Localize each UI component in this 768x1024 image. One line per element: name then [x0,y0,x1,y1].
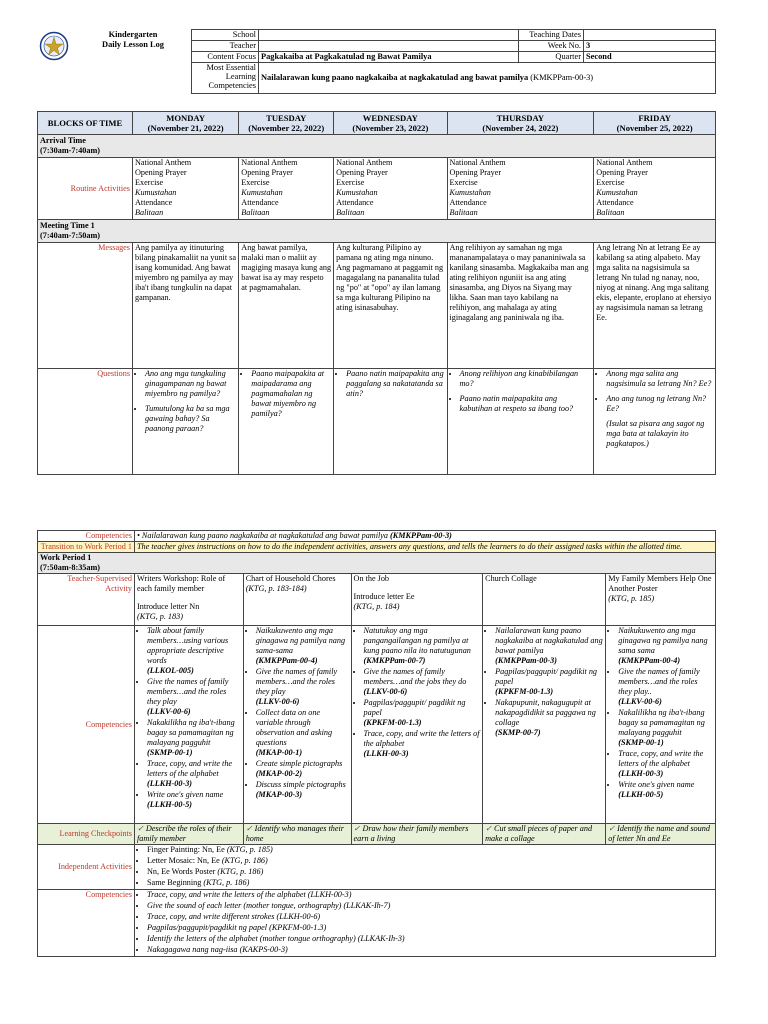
tsa-tuesday [243,574,351,626]
competency-code: (KPKFM-00-1.3) [495,687,554,696]
activity-name: Same Beginning [147,878,204,887]
competency-item: • Identify the letters of the alphabet (mother tongue orthography) (LLKAK-Ih-3) [147,934,713,944]
competency-text: Give the names of family members…and the jobs they do [363,667,467,686]
messages-label: Messages [38,243,133,369]
content-focus-label: Content Focus [192,52,259,63]
competency-item: • Pagpilas/paggupit/pagdikit ng papel (KPKFM-00-1.3) [147,923,713,933]
competency-list [137,626,241,810]
tsa-ref: (KTG, p. 183-184) [245,584,307,593]
competency-item [147,626,241,676]
learning-checkpoints-label: Learning Checkpoints [38,824,135,845]
routine-monday [133,158,239,220]
question-item: • Tumutulong ka ba sa mga gawaing bahay? Sa paanong paraan? [145,404,236,434]
competency-code: (KMKPPam-00-4) [255,656,318,665]
work-period-table [37,530,716,957]
routine-item: Kumustahan [596,188,638,197]
competency-text: Nailalarawan kung paano nagkakaiba at nagkakatulad ang bawat pamilya [495,626,603,655]
competency-item [364,667,481,697]
competencies-2-label: Competencies [38,890,135,957]
competency-text: Natutukoy ang mga pangangailangan ng pamilya at kung paano nila ito natutugunan [363,626,471,655]
week-no-label: Week No. [519,41,584,52]
competency-item [256,759,349,779]
message-thursday: Ang relihiyon ay samahan ng mga mananampalataya o may pananiniwala sa kanilang sinasamba. Magkakaiba man ang ating relihiyon nguniit isa ang ating sinasamba, ang Diyos na Siyang may likha. Saan man tayo kabilang na relihiyon, ang mahalaga ay ating iginagalang ang paniniwala ng iba. [447,243,594,369]
tsa-subtitle: Introduce letter Nn [137,602,200,611]
competency-code: (KMKPPam-00-3) [495,656,557,665]
routine-friday [594,158,716,220]
routine-item: Attendance [336,198,374,207]
competency-code: (LLKH-00-5) [147,800,193,809]
competency-item [256,667,349,707]
routine-item: Opening Prayer [336,168,388,177]
message-wednesday: Ang kulturang Pilipino ay pamana ng ating mga ninuno. Ang pagmamano at paggamit ng magagalang na pananalita tulad ng "po" at "opo" ay ilan lamang sa mga kulturang Pilipino na ating isinasabuhay. [334,243,447,369]
blocks-of-time-table [37,111,716,475]
independent-activity-item [147,856,713,866]
routine-item: Kumustahan [241,188,283,197]
competency-item [618,667,713,707]
competencies-monday [135,626,244,824]
competency-text: Naikukuwento ang mga ginagawa ng pamilya nang sama sama [618,626,708,655]
routine-item: Exercise [336,178,365,187]
independent-activity-item [147,867,713,877]
competency-item [364,626,481,666]
question-item: • Anong mga salita ang nagsisimula sa letrang Nn? Ee? [606,369,713,389]
routine-item: Opening Prayer [596,168,648,177]
content-focus-value: Pagkakaiba at Pagkakatulad ng Bawat Pamilya [259,52,519,63]
competency-code: (SKMP-00-7) [495,728,541,737]
competencies-tuesday [243,626,351,824]
activity-name: Nn, Ee Words Poster [147,867,218,876]
competency-text: Collect data on one variable through observation and asking questions [255,708,333,747]
tsa-monday [135,574,244,626]
doc-title-line1: Kindergarten [108,29,158,39]
day-header-tuesday: TUESDAY (November 22, 2022) [239,112,334,135]
competency-text: Trace, copy, and write the letters of the alphabet [363,729,480,748]
activity-name: Letter Mosaic: Nn, Ee [147,856,222,865]
competency-code: (LLKH-00-3) [147,779,193,788]
competency-code: (LLKH-00-5) [618,790,664,799]
activity-ref: (KTG, p. 186) [221,856,268,865]
message-monday: Ang pamilya ay itinuturing bilang pinakamaliit na yunit sa isang komunidad. Ang bawat miyembro ng pamilya ay may iba't ibang tungkulin na dapat gampanan. [133,243,239,369]
competency-text: Give the names of family members…and the roles they play [147,677,229,706]
questions-list [596,369,713,414]
independent-activity-item [147,845,713,855]
tsa-ref: (KTG, p. 183) [137,612,183,621]
competency-code: (SKMP-00-1) [147,748,193,757]
checkmark-icon: ✓ [485,824,492,833]
routine-item: Attendance [449,198,487,207]
competencies-label: Competencies [38,626,135,824]
competency-code: (KPKFM-00-1.3) [363,718,422,727]
competency-code: (LLKV-00-6) [618,697,662,706]
teacher-supervised-label: Teacher-Supervised Activity [38,574,135,626]
routine-item: National Anthem [336,158,393,167]
day-header-thursday: THURSDAY (November 24, 2022) [447,112,594,135]
routine-item: Attendance [596,198,634,207]
routine-wednesday [334,158,447,220]
quarter-value: Second [584,52,716,63]
logo-cell [37,30,75,94]
day-header-friday: FRIDAY (November 25, 2022) [594,112,716,135]
independent-activities-label: Independent Activities [38,845,135,890]
routine-item: Balitaan [241,208,270,217]
competency-item [618,780,713,800]
school-value [259,30,519,41]
questions-friday [594,369,716,475]
title-cell [75,30,192,94]
meeting-time-row: Meeting Time 1 (7:40am-7:50am) [38,220,716,243]
doc-title-line2: Daily Lesson Log [102,39,164,49]
teaching-dates-value [584,30,716,41]
competency-item [618,708,713,748]
competency-code: (LLKV-00-6) [363,687,408,696]
routine-item: Kumustahan [336,188,378,197]
competency-item [618,749,713,779]
checkpoint-friday: ✓ Identify the name and sound of letter Nn and Ee [606,824,716,845]
tsa-title: My Family Members Help One Another Poster [608,574,712,593]
routine-item: Opening Prayer [241,168,293,177]
routine-item: National Anthem [596,158,653,167]
melc-code: (KMKPPam-00-3) [530,73,594,82]
routine-item: Balitaan [336,208,365,217]
tsa-title: On the Job [353,574,390,583]
checkmark-icon: ✓ [353,824,361,833]
routine-item: Kumustahan [449,188,491,197]
competency-item [147,790,241,810]
checkpoint-monday: ✓ Describe the roles of their family member [135,824,244,845]
competency-list [354,626,481,759]
competency-item [364,729,481,759]
competency-text: Trace, copy, and write the letters of the alphabet [147,759,233,778]
question-item: • Ano ang tunog ng letrang Nn? Ee? [606,394,713,414]
transition-label: Transition to Work Period 1 [38,542,135,553]
question-item: • Paano natin maipapakita ang paggalang sa nakatatanda sa atin? [346,369,444,399]
competency-code: (MKAP-00-2) [255,769,303,778]
routine-thursday [447,158,594,220]
checkpoint-thursday: ✓ Cut small pieces of paper and make a collage [483,824,606,845]
competency-item [495,626,603,666]
tsa-title: Chart of Household Chores [245,574,336,583]
competency-item [147,718,241,758]
competency-code: (LLKH-00-3) [363,749,409,758]
competency-code: (LLKH-00-3) [618,769,664,778]
competency-text: Create simple pictographs [255,759,343,768]
competency-code: (LLKV-00-6) [147,707,191,716]
competency-text: Naikukuwento ang mga ginagawa ng pamilya nang sama-sama [255,626,346,655]
independent-activities-list [135,845,716,890]
competency-text: Write one's given name [618,780,695,789]
competencies-wednesday [351,626,483,824]
teaching-dates-label: Teaching Dates [519,30,584,41]
quarter-label: Quarter [519,52,584,63]
tsa-wednesday [351,574,483,626]
message-friday: Ang letrang Nn at letrang Ee ay kabilang sa ating alpabeto. May mga salita na nagsisimula sa letrang Nn tulad ng nanay, noo, niyog at ninang. Ang mga salitang ekis, elepante, eroplano at ehersiyo ay nagsisimula naman sa letrang Ee. [594,243,716,369]
routine-item: Attendance [135,198,173,207]
competency-text: Nakakilikha ng iba't-ibang bagay sa pamamagitan ng malayang pagguhit [147,718,235,747]
routine-item: Opening Prayer [449,168,502,177]
tsa-ref: (KTG, p. 184) [353,602,400,611]
day-header-monday: MONDAY (November 21, 2022) [133,112,239,135]
activity-ref: (KTG, p. 185) [226,845,273,854]
checkmark-icon: ✓ [245,824,253,833]
competency-text: Discuss simple pictographs [255,780,346,789]
spacer [137,594,241,602]
question-item: • Paano natin maipapakita ang kabutihan at respeto sa ibang too? [460,394,592,414]
blocks-of-time-header: BLOCKS OF TIME [38,112,133,135]
week-no-value: 3 [584,41,716,52]
question-item: • Paano maipapakita at maipadarama ang pagmamahalan ng bawat miyembro ng pamilya? [251,369,331,419]
competency-item [256,626,349,666]
routine-item: Exercise [596,178,625,187]
question-item: • Anong relihiyon ang kinabibilangan mo? [460,369,592,389]
competency-item [256,708,349,758]
routine-item: Exercise [449,178,478,187]
competency-code: (MKAP-00-3) [255,790,303,799]
routine-item: National Anthem [241,158,298,167]
message-tuesday: Ang bawat pamilya, malaki man o maliit ay magiging masaya kung ang bawat isa ay may respeto at pagmamahalan. [239,243,334,369]
checkmark-icon: ✓ [137,824,144,833]
questions-list [336,369,444,399]
routine-item: Opening Prayer [135,168,187,177]
work-period-1-row: Work Period 1 (7:50am-8:35am) [38,553,716,574]
competency-item [364,698,481,728]
routine-item: Kumustahan [135,188,177,197]
tsa-ref: (KTG, p. 185) [608,594,655,603]
competencies-friday [606,626,716,824]
questions-list [135,369,236,434]
competency-item [495,698,603,738]
competency-item: • Trace, copy, and write different strokes (LLKH-00-6) [147,912,713,922]
questions-label: Questions [38,369,133,475]
routine-item: Exercise [241,178,270,187]
competency-code: (MKAP-00-1) [255,748,303,757]
school-label: School [192,30,259,41]
wp-competencies-label: Competencies [38,531,135,542]
tsa-subtitle: Introduce letter Ee [353,592,415,601]
header-table [37,29,716,94]
teacher-value [259,41,519,52]
tsa-thursday [483,574,606,626]
competency-text: Give the names of family members…and the roles they play [255,667,338,696]
wp-competencies-value: • Nailalarawan kung paano nagkakaiba at nagkakatulad ang bawat pamilya (KMKPPam-00-3) [135,531,716,542]
questions-monday [133,369,239,475]
routine-activities-label: Routine Activities [38,158,133,220]
competency-text: Pagpilas/paggupit/ pagdikit ng papel [495,667,598,686]
melc-text: Nailalarawan kung paano nagkakaiba at nagkakatulad ang bawat pamilya [261,73,529,82]
competency-code: (KMKPPam-00-7) [363,656,426,665]
competency-list [246,626,349,800]
tsa-friday [606,574,716,626]
day-header-wednesday: WEDNESDAY (November 23, 2022) [334,112,447,135]
melc-value [259,63,716,94]
competency-code: (SKMP-00-1) [618,738,664,747]
questions-tuesday [239,369,334,475]
teacher-label: Teacher [192,41,259,52]
competency-item [147,759,241,789]
routine-item: National Anthem [449,158,506,167]
competency-item [147,677,241,717]
melc-label: Most Essential Learning Competencies [192,63,259,94]
competency-code: (LLKV-00-6) [255,697,300,706]
routine-item: Balitaan [135,208,164,217]
competency-text: Pagpilas/paggupit/ pagdikit ng papel [363,698,466,717]
competency-code: (LLKOL-005) [147,666,194,675]
competency-item: • Trace, copy, and write the letters of the alphabet (LLKH-00-3) [147,890,713,900]
questions-note: (Isulat sa pisara ang sagot ng mga bata at talakayin ito pagkatapos.) [606,419,705,448]
questions-wednesday [334,369,447,475]
routine-item: National Anthem [135,158,192,167]
tsa-title: Church Collage [485,574,537,583]
routine-tuesday [239,158,334,220]
transition-text: The teacher gives instructions on how to do the independent activities, answers any questions, and tells the learners to do their assigned tasks within the allotted time. [135,542,716,553]
activity-ref: (KTG, p. 186) [203,878,250,887]
checkpoint-tuesday: ✓ Identify who manages their home [243,824,351,845]
competency-item: • Nakagagawa nang nag-iisa (KAKPS-00-3) [147,945,713,955]
independent-activity-item [147,878,713,888]
competency-text: Talk about family members…using various appropriate descriptive words [147,626,229,665]
competency-item [256,780,349,800]
spacer [354,584,481,592]
questions-thursday [447,369,594,475]
competency-list [485,626,603,738]
activity-ref: (KTG, p. 186) [217,867,264,876]
questions-list [241,369,331,419]
routine-item: Exercise [135,178,164,187]
competency-text: Nakalilikha ng iba't-ibang bagay sa pamamagitan ng malayang pagguhit [618,708,705,737]
competency-item [495,667,603,697]
competencies-2-list [135,890,716,957]
arrival-time-row: Arrival Time (7:30am-7:40am) [38,135,716,158]
questions-list [450,369,592,414]
activity-name: Finger Painting: Nn, Ee [147,845,227,854]
competency-text: Trace, copy, and write the letters of the alphabet [618,749,704,768]
competency-code: (KMKPPam-00-4) [618,656,681,665]
competency-item: • Give the sound of each letter (mother tongue, orthography) (LLKAK-Ih-7) [147,901,713,911]
checkmark-icon: ✓ [608,824,616,833]
checkpoint-wednesday: ✓ Draw how their family members earn a living [351,824,483,845]
competency-text: Give the names of family members…and the roles they play.. [618,667,700,696]
competency-item [618,626,713,666]
routine-item: Balitaan [449,208,478,217]
competency-text: Write one's given name [147,790,224,799]
question-item: • Ano ang mga tungkuling ginagampanan ng bawat miyembro ng pamilya? [145,369,236,399]
routine-item: Attendance [241,198,279,207]
competencies-thursday [483,626,606,824]
competency-text: Nakapupunit, nakagugupit at nakapagdidikit sa paggawa ng collage [495,698,596,727]
routine-item: Balitaan [596,208,625,217]
deped-seal-logo-icon [39,31,69,61]
competency-list [608,626,713,800]
tsa-title: Writers Workshop: Role of each family member [137,574,226,593]
